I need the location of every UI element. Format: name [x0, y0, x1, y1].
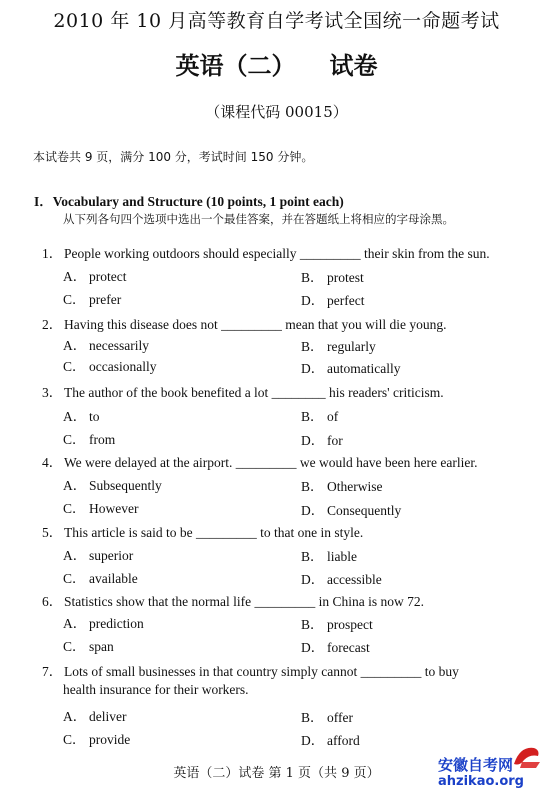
watermark-mark-icon: [510, 742, 544, 772]
option-d: [301, 729, 360, 749]
question-number: 1．: [42, 246, 63, 261]
option-letter: B．: [301, 479, 324, 494]
option-b: [301, 545, 357, 565]
option-c: [63, 288, 121, 308]
watermark-logo: [428, 740, 550, 792]
option-letter: C．: [63, 432, 86, 447]
option-b: [301, 475, 382, 495]
option-text: protest: [327, 270, 364, 285]
question-number: 4．: [42, 455, 63, 470]
option-letter: D．: [301, 640, 325, 655]
option-b: [301, 405, 338, 425]
option-letter: D．: [301, 361, 325, 376]
exam-intro: 本试卷共 9 页，满分 100 分，考试时间 150 分钟。: [33, 150, 314, 164]
option-letter: B．: [301, 549, 324, 564]
option-c: [63, 567, 138, 587]
option-a: [63, 612, 144, 632]
question-number: 7．: [42, 664, 63, 679]
option-letter: B．: [301, 270, 324, 285]
question-stem: [42, 242, 490, 262]
option-text: accessible: [327, 572, 382, 587]
option-text: liable: [327, 549, 357, 564]
option-text: of: [327, 409, 339, 424]
option-d: [301, 429, 343, 449]
option-c: [63, 635, 114, 655]
option-a: [63, 544, 133, 564]
option-text: automatically: [327, 361, 401, 376]
option-b: [301, 613, 373, 633]
option-text: from: [89, 432, 116, 447]
option-letter: D．: [301, 733, 325, 748]
option-text: prospect: [327, 617, 373, 632]
option-text: protect: [89, 269, 127, 284]
exam-title: 2010 年 10 月高等教育自学考试全国统一命题考试: [53, 10, 500, 32]
option-c: [63, 428, 115, 448]
option-letter: D．: [301, 572, 325, 587]
question-text: Lots of small businesses in that country simply cannot _________ to buy: [64, 664, 459, 679]
option-text: necessarily: [89, 338, 149, 353]
option-d: [301, 289, 364, 309]
option-text: afford: [327, 733, 360, 748]
option-letter: A．: [63, 616, 87, 631]
option-letter: D．: [301, 503, 325, 518]
question-number: 5．: [42, 525, 63, 540]
option-text: provide: [89, 732, 131, 747]
question-stem: [42, 313, 446, 333]
option-text: available: [89, 571, 138, 586]
option-text: Consequently: [327, 503, 402, 518]
option-text: regularly: [327, 339, 376, 354]
question-number: 2．: [42, 317, 63, 332]
course-code: （课程代码 00015）: [205, 103, 348, 121]
option-text: for: [327, 433, 343, 448]
option-text: deliver: [89, 709, 127, 724]
option-letter: A．: [63, 409, 87, 424]
question-stem: [42, 521, 363, 541]
option-a: [63, 705, 126, 725]
option-letter: C．: [63, 732, 86, 747]
option-letter: D．: [301, 433, 325, 448]
page-footer: 英语（二）试卷 第 1 页（共 9 页）: [173, 766, 380, 781]
paper-label: 试卷: [329, 51, 378, 80]
option-text: perfect: [327, 293, 365, 308]
question-text: The author of the book benefited a lot ________ his readers' criticism.: [64, 385, 444, 400]
question-text-continued: health insurance for their workers.: [63, 682, 249, 697]
question-stem: [42, 381, 444, 401]
question-number: 3．: [42, 385, 63, 400]
question-text: People working outdoors should especially _________ their skin from the sun.: [64, 246, 490, 261]
option-letter: A．: [63, 338, 87, 353]
option-b: [301, 335, 376, 355]
option-c: [63, 497, 138, 517]
option-text: to: [89, 409, 100, 424]
paper-title: [0, 46, 553, 81]
option-letter: A．: [63, 478, 87, 493]
watermark-text-cn: 安徽自考网: [438, 756, 514, 774]
option-c: [63, 355, 156, 375]
option-text: prediction: [89, 616, 144, 631]
option-letter: A．: [63, 548, 87, 563]
question-number: 6．: [42, 594, 63, 609]
option-letter: B．: [301, 409, 324, 424]
subject-name: 英语（二）: [175, 51, 296, 80]
option-letter: C．: [63, 359, 86, 374]
option-d: [301, 636, 370, 656]
option-text: span: [89, 639, 114, 654]
option-letter: B．: [301, 339, 324, 354]
question-text: Having this disease does not _________ mean that you will die young.: [64, 317, 447, 332]
option-text: Otherwise: [327, 479, 383, 494]
option-b: [301, 706, 353, 726]
option-a: [63, 405, 100, 425]
option-c: [63, 728, 130, 748]
option-letter: A．: [63, 269, 87, 284]
option-letter: C．: [63, 639, 86, 654]
option-letter: C．: [63, 501, 86, 516]
section-instruction: 从下列各句四个选项中选出一个最佳答案，并在答题纸上将相应的字母涂黑。: [63, 212, 454, 226]
option-text: offer: [327, 710, 353, 725]
option-d: [301, 568, 382, 588]
question-stem: [42, 451, 478, 471]
option-a: [63, 265, 126, 285]
option-letter: D．: [301, 293, 325, 308]
option-letter: B．: [301, 710, 324, 725]
question-stem: [42, 590, 424, 610]
question-stem: [42, 660, 459, 680]
option-text: However: [89, 501, 139, 516]
option-a: [63, 474, 162, 494]
option-d: [301, 499, 401, 519]
option-letter: A．: [63, 709, 87, 724]
option-letter: C．: [63, 571, 86, 586]
option-a: [63, 334, 149, 354]
option-letter: C．: [63, 292, 86, 307]
option-text: superior: [89, 548, 134, 563]
option-text: prefer: [89, 292, 122, 307]
option-text: forecast: [327, 640, 370, 655]
option-text: occasionally: [89, 359, 157, 374]
section-title: I．Vocabulary and Structure (10 points, 1 point each): [34, 194, 344, 209]
question-text: This article is said to be _________ to that one in style.: [64, 525, 364, 540]
option-letter: B．: [301, 617, 324, 632]
question-text: We were delayed at the airport. _________ we would have been here earlier.: [64, 455, 478, 470]
question-text: Statistics show that the normal life _________ in China is now 72.: [64, 594, 424, 609]
option-text: Subsequently: [89, 478, 162, 493]
watermark-text-url: ahzikao.org: [438, 774, 524, 789]
option-b: [301, 266, 364, 286]
option-d: [301, 357, 400, 377]
